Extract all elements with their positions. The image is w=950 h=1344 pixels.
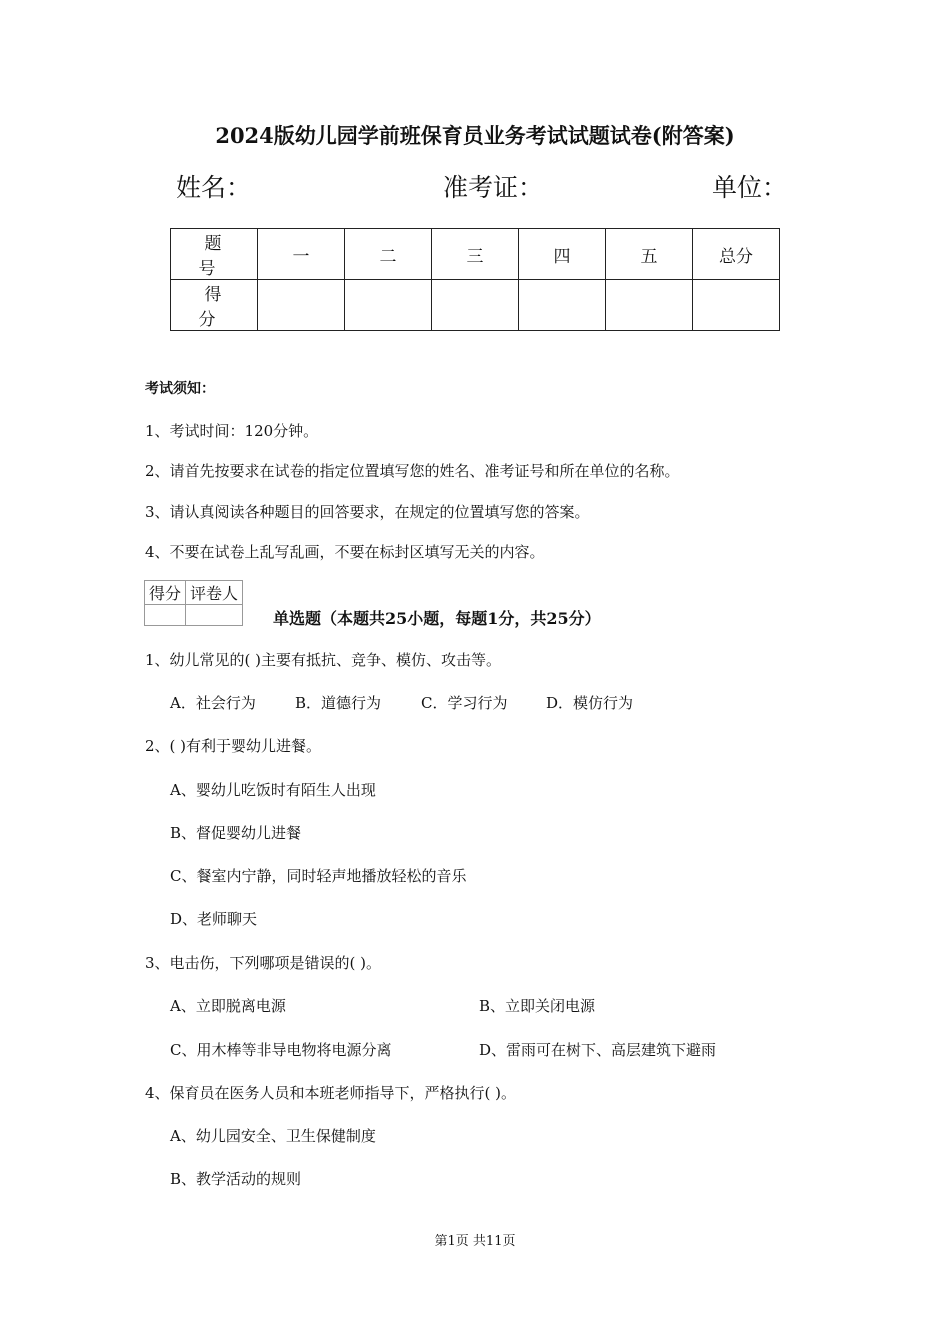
notice-title: 考试须知： [145,381,215,397]
score-cell [519,280,606,331]
question-stem: 3、电击伤，下列哪项是错误的( )。 [145,954,382,972]
grader-score-cell [145,605,186,626]
question-stem: 4、保育员在医务人员和本班老师指导下，严格执行( )。 [145,1084,517,1102]
grader-score-label: 得分 [145,581,186,605]
question-option: A、幼儿园安全、卫生保健制度 [170,1127,376,1145]
score-cell [345,280,432,331]
name-label: 姓名： [176,173,252,202]
notice-item: 4、不要在试卷上乱写乱画，不要在标封区填写无关的内容。 [145,543,545,561]
question-option: B、立即关闭电源 [479,997,596,1015]
section-2-header: 二 [345,229,432,280]
question-option: C．学习行为 [421,694,508,712]
score-row-label: 得 分 [171,280,258,331]
question-stem: 2、( )有利于婴幼儿进餐。 [145,737,322,755]
score-cell [432,280,519,331]
section-5-header: 五 [606,229,693,280]
notice-item: 2、请首先按要求在试卷的指定位置填写您的姓名、准考证号和所在单位的名称。 [145,462,680,480]
question-option: C、餐室内宁静，同时轻声地播放轻松的音乐 [170,867,467,885]
score-cell [258,280,345,331]
question-number-header: 题 号 [171,229,258,280]
question-option: B、教学活动的规则 [170,1170,302,1188]
total-header: 总分 [693,229,780,280]
grader-name-label: 评卷人 [186,581,243,605]
exam-number-label: 准考证： [443,173,544,202]
notice-item: 1、考试时间：120分钟。 [145,422,319,440]
exam-title: 2024版幼儿园学前班保育员业务考试试题试卷(附答案) [215,123,735,148]
question-stem: 1、幼儿常见的( )主要有抵抗、竞争、模仿、攻击等。 [145,651,502,669]
question-option: D．模仿行为 [546,694,634,712]
unit-label: 单位： [712,173,788,202]
question-option: C、用木棒等非导电物将电源分离 [170,1041,392,1059]
score-table-score-row [171,280,780,331]
page-footer: 第1页 共11页 [434,1234,516,1249]
question-option: D、老师聊天 [170,910,258,928]
question-option: B、督促婴幼儿进餐 [170,824,302,842]
section-3-header: 三 [432,229,519,280]
score-cell [606,280,693,331]
question-option: A、立即脱离电源 [170,997,286,1015]
question-option: B．道德行为 [295,694,382,712]
grader-box [144,580,243,626]
grader-name-cell [186,605,243,626]
question-option: A．社会行为 [170,694,256,712]
section-1-header: 一 [258,229,345,280]
score-table-header-row [171,229,780,280]
question-option: A、婴幼儿吃饭时有陌生人出现 [170,781,376,799]
question-option: D、雷雨可在树下、高层建筑下避雨 [479,1041,717,1059]
section-4-header: 四 [519,229,606,280]
section-title: 单选题（本题共25小题，每题1分，共25分） [273,609,601,628]
score-table [170,228,780,331]
notice-item: 3、请认真阅读各种题目的回答要求，在规定的位置填写您的答案。 [145,503,590,521]
score-cell [693,280,780,331]
